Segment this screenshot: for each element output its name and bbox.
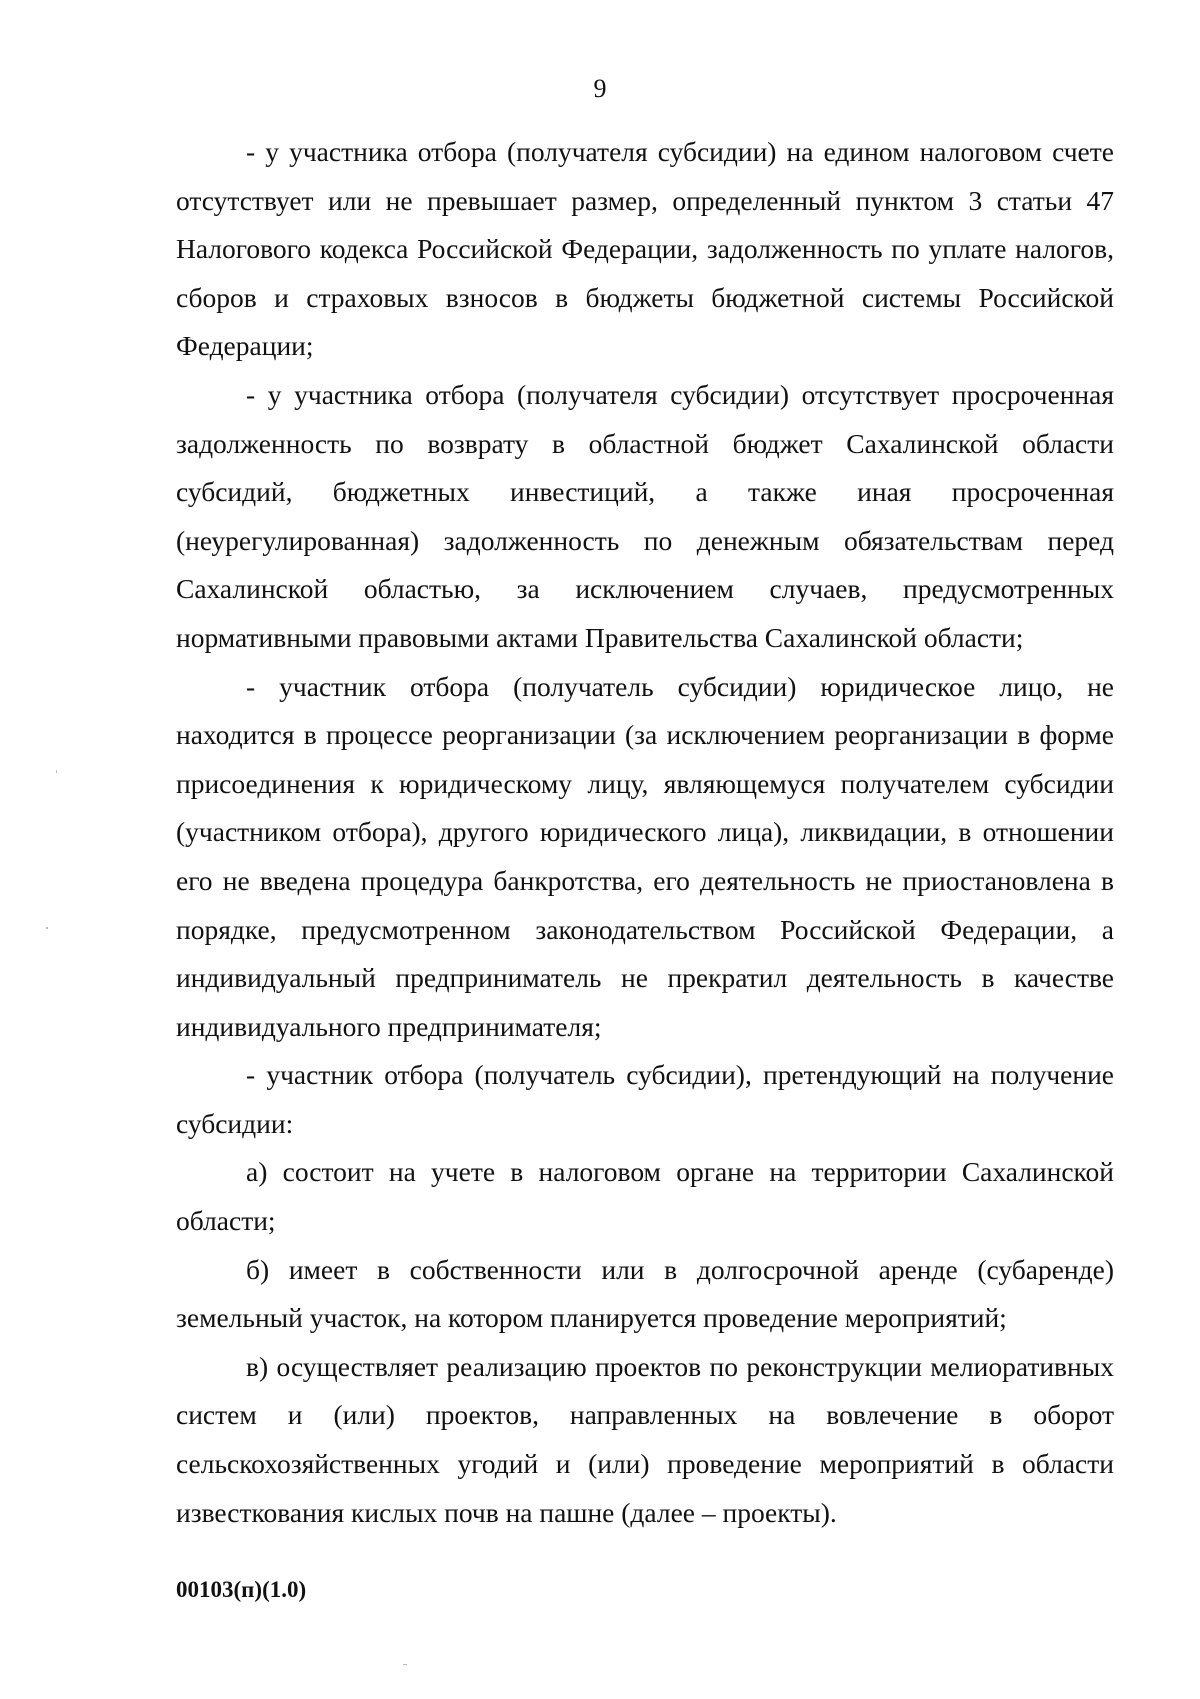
- scan-speck: [56, 770, 57, 773]
- paragraph-reorganization: - участник отбора (получатель субсидии) юридическое лицо, не находится в процессе реорганизации (за исключением реорганизации в форме присоединения к юридическому лицу, являющемуся получателем субсидии (участником отбора), другого юридического лица), ликвидации, в отношении его не введена процедура банкротства, его деятельность не приостановлена в порядке, предусмотренном законодательством Российской Федерации, а индивидуальный предприниматель не прекратил деятельность в качестве индивидуального предпринимателя;: [176, 670, 1114, 1042]
- scan-speck: [46, 927, 48, 929]
- paragraph-applicant-intro: - участник отбора (получатель субсидии), претендующий на получение субсидии:: [176, 1059, 1114, 1139]
- scan-speck: [403, 1664, 407, 1665]
- document-body: [176, 128, 1114, 1537]
- paragraph-overdue-debt: - у участника отбора (получателя субсидии) отсутствует просроченная задолженность по возврату в областной бюджет Сахалинской области субсидий, бюджетных инвестиций, а также иная просроченная (неурегулированная) задолженность по денежным обязательствам перед Сахалинской областью, за исключением случаев, предусмотренных нормативными правовыми актами Правительства Сахалинской области;: [176, 378, 1114, 653]
- page-number: 9: [593, 74, 607, 103]
- document-code: 00103(п)(1.0): [176, 1577, 307, 1602]
- paragraph-item-b: б) имеет в собственности или в долгосрочной аренде (субаренде) земельный участок, на котором планируется проведение мероприятий;: [176, 1253, 1114, 1334]
- paragraph-item-v: в) осуществляет реализацию проектов по реконструкции мелиоративных систем и (или) проектов, направленных на вовлечение в оборот сельскохозяйственных угодий и (или) проведение мероприятий в области известкования кислых почв на пашне (далее – проекты).: [176, 1350, 1114, 1528]
- paragraph-tax-debt: - у участника отбора (получателя субсидии) на едином налоговом счете отсутствует или не превышает размер, определенный пунктом 3 статьи 47 Налогового кодекса Российской Федерации, задолженность по уплате налогов, сборов и страховых взносов в бюджеты бюджетной системы Российской Федерации;: [176, 136, 1114, 362]
- paragraph-item-a: а) состоит на учете в налоговом органе на территории Сахалинской области;: [176, 1156, 1114, 1237]
